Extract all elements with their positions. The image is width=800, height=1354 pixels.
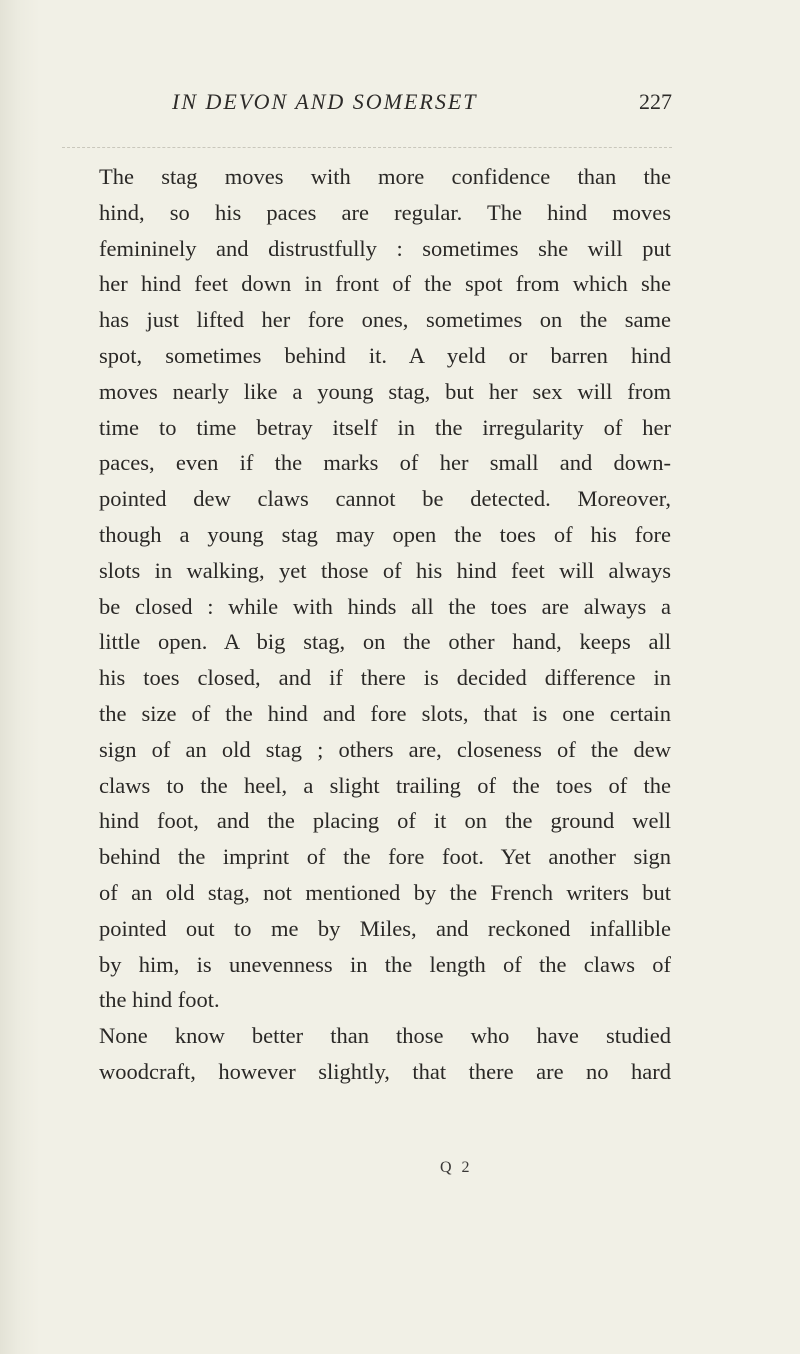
text-line: the size of the hind and fore slots, that is one certain: [99, 700, 671, 726]
signature-mark: Q 2: [440, 1159, 473, 1176]
text-line: femininely and distrustfully : sometimes she will put: [99, 235, 671, 261]
text-line: sign of an old stag ; others are, closeness of the dew: [99, 736, 671, 762]
text-line: claws to the heel, a slight trailing of the toes of the: [99, 772, 671, 798]
text-line: hind, so his paces are regular. The hind moves: [99, 199, 671, 225]
text-line: behind the imprint of the fore foot. Yet another sign: [99, 844, 671, 870]
page-edge-shadow: [0, 0, 40, 1354]
text-line: time to time betray itself in the irregularity of her: [99, 414, 671, 440]
body-text: [99, 159, 671, 1090]
running-head: [62, 89, 672, 129]
text-line: pointed out to me by Miles, and reckoned infallible: [99, 915, 671, 941]
text-line: be closed : while with hinds all the toes are always a: [99, 593, 671, 619]
text-line: None know better than those who have studied: [99, 1023, 671, 1049]
running-head-title: IN DEVON AND SOMERSET: [172, 89, 478, 114]
text-line: of an old stag, not mentioned by the French writers but: [99, 879, 671, 905]
text-line: hind foot, and the placing of it on the ground well: [99, 808, 671, 834]
text-line: paces, even if the marks of her small and down-: [99, 450, 671, 476]
page-number: 227: [639, 89, 672, 114]
text-line: her hind feet down in front of the spot from which she: [99, 271, 671, 297]
text-line: slots in walking, yet those of his hind feet will always: [99, 557, 671, 583]
text-line: spot, sometimes behind it. A yeld or barren hind: [99, 342, 671, 368]
text-line: pointed dew claws cannot be detected. Moreover,: [99, 486, 671, 512]
text-line: has just lifted her fore ones, sometimes on the same: [99, 307, 671, 333]
text-line: The stag moves with more confidence than the: [99, 164, 671, 189]
text-line: little open. A big stag, on the other hand, keeps all: [99, 629, 671, 655]
text-line: the hind foot.: [99, 987, 220, 1013]
text-line: though a young stag may open the toes of his fore: [99, 521, 671, 547]
text-line: his toes closed, and if there is decided difference in: [99, 665, 671, 691]
header-rule: [62, 147, 672, 148]
text-line: moves nearly like a young stag, but her sex will from: [99, 378, 671, 404]
text-line: by him, is unevenness in the length of the claws of: [99, 951, 671, 977]
text-line: woodcraft, however slightly, that there are no hard: [99, 1058, 671, 1084]
